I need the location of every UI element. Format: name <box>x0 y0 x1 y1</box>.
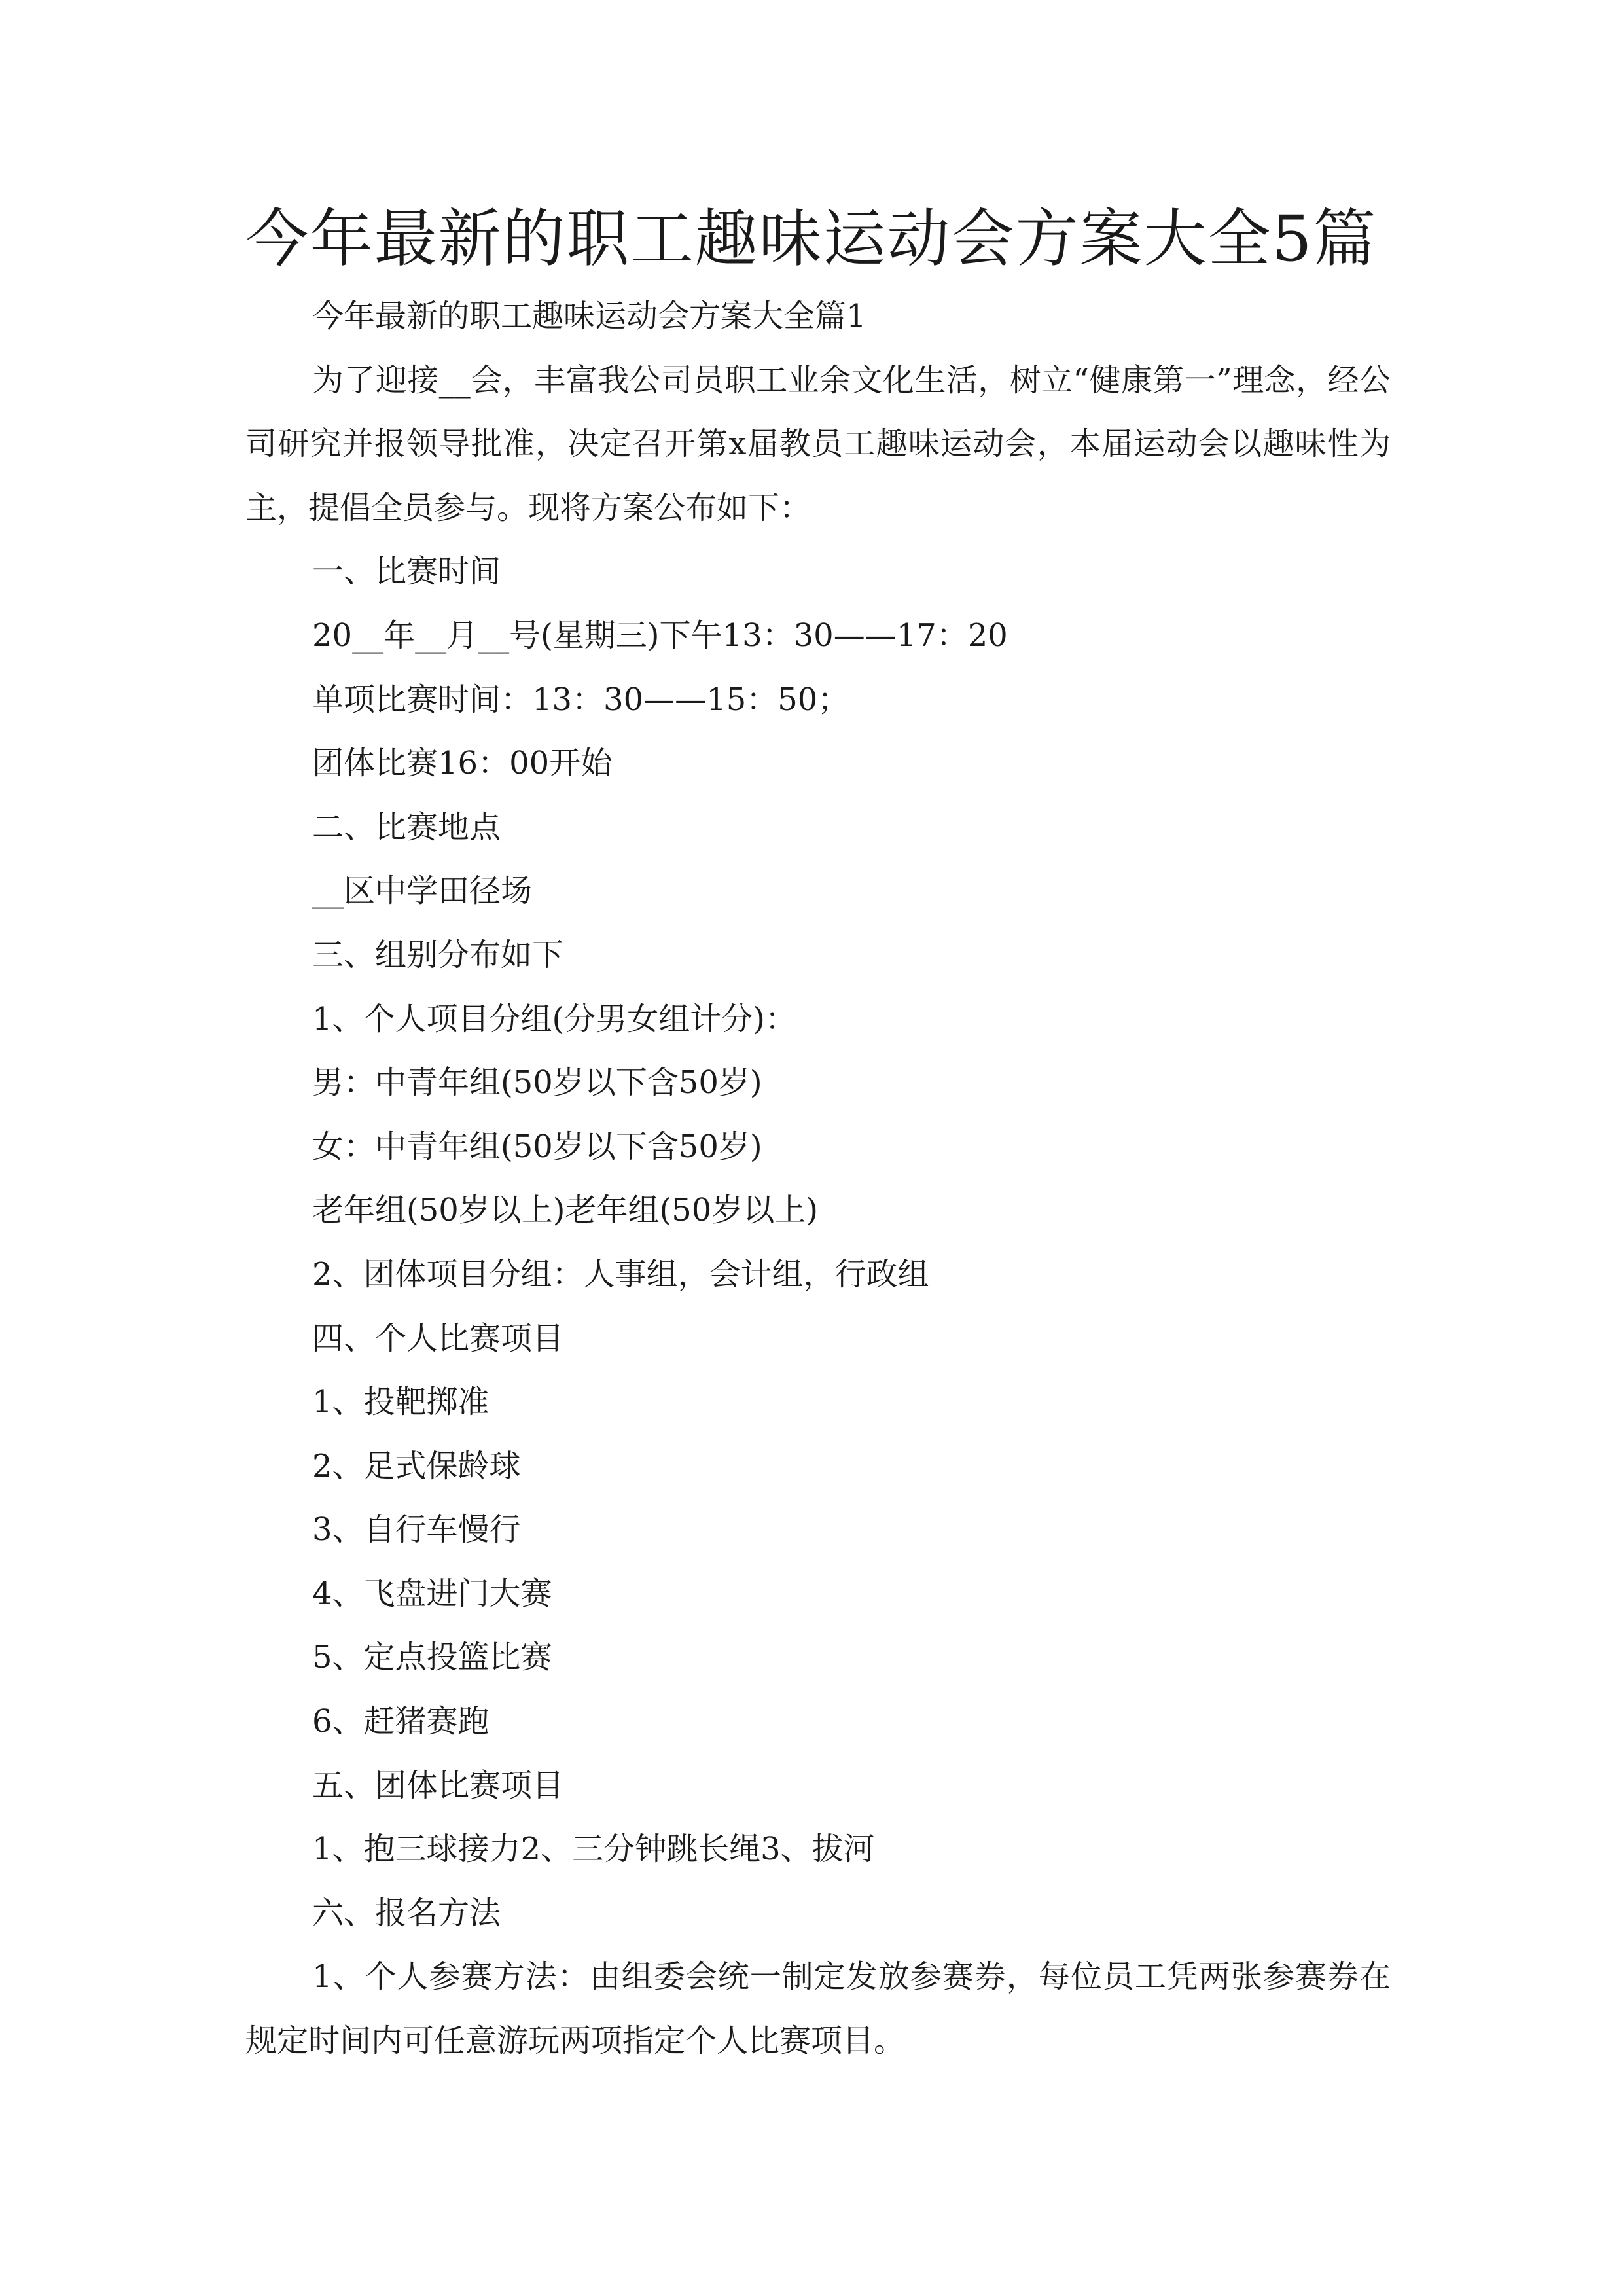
heading-location: 二、比赛地点 <box>312 808 501 846</box>
list-item: 5、定点投篮比赛 <box>312 1639 552 1676</box>
location-text: __区中学田径场 <box>312 872 533 910</box>
team-groups: 2、团体项目分组：人事组，会计组，行政组 <box>312 1255 929 1293</box>
heading-groups: 三、组别分布如下 <box>312 936 564 973</box>
team-events-list: 1、抱三球接力2、三分钟跳长绳3、拔河 <box>312 1831 875 1868</box>
list-item: 2、足式保龄球 <box>312 1447 521 1484</box>
list-item: 1、投靶掷准 <box>312 1384 490 1421</box>
heading-registration: 六、报名方法 <box>312 1894 501 1931</box>
document-body <box>245 285 1391 2073</box>
list-item: 4、飞盘进门大赛 <box>312 1575 552 1612</box>
heading-individual-events: 四、个人比赛项目 <box>312 1319 564 1357</box>
heading-time: 一、比赛时间 <box>312 553 501 590</box>
intro-paragraph: 为了迎接__会，丰富我公司员职工业余文化生活，树立“健康第一”理念，经公司研究并报领导批准，决定召开第x届教员工趣味运动会，本届运动会以趣味性为主，提倡全员参与。现将方案公布如下： <box>245 361 1391 526</box>
document-title: 今年最新的职工趣味运动会方案大全5篇 <box>245 202 1378 276</box>
registration-paragraph: 1、个人参赛方法：由组委会统一制定发放参赛券，每位员工凭两张参赛券在规定时间内可任意游玩两项指定个人比赛项目。 <box>245 1958 1391 2060</box>
senior-group: 老年组(50岁以上)老年组(50岁以上) <box>312 1192 819 1229</box>
heading-team-events: 五、团体比赛项目 <box>312 1767 564 1804</box>
female-group: 女：中青年组(50岁以下含50岁) <box>312 1128 762 1165</box>
section-heading: 今年最新的职工趣味运动会方案大全篇1 <box>312 298 866 334</box>
list-item: 3、自行车慢行 <box>312 1511 521 1549</box>
event-date: 20__年__月__号(星期三)下午13：30——17：20 <box>312 617 1008 654</box>
male-group: 男：中青年组(50岁以下含50岁) <box>312 1064 762 1102</box>
individual-groups: 1、个人项目分组(分男女组计分)： <box>312 1000 796 1037</box>
list-item: 6、赶猪赛跑 <box>312 1703 490 1740</box>
single-event-time: 单项比赛时间：13：30——15：50； <box>312 681 849 718</box>
team-event-time: 团体比赛16：00开始 <box>312 745 613 782</box>
